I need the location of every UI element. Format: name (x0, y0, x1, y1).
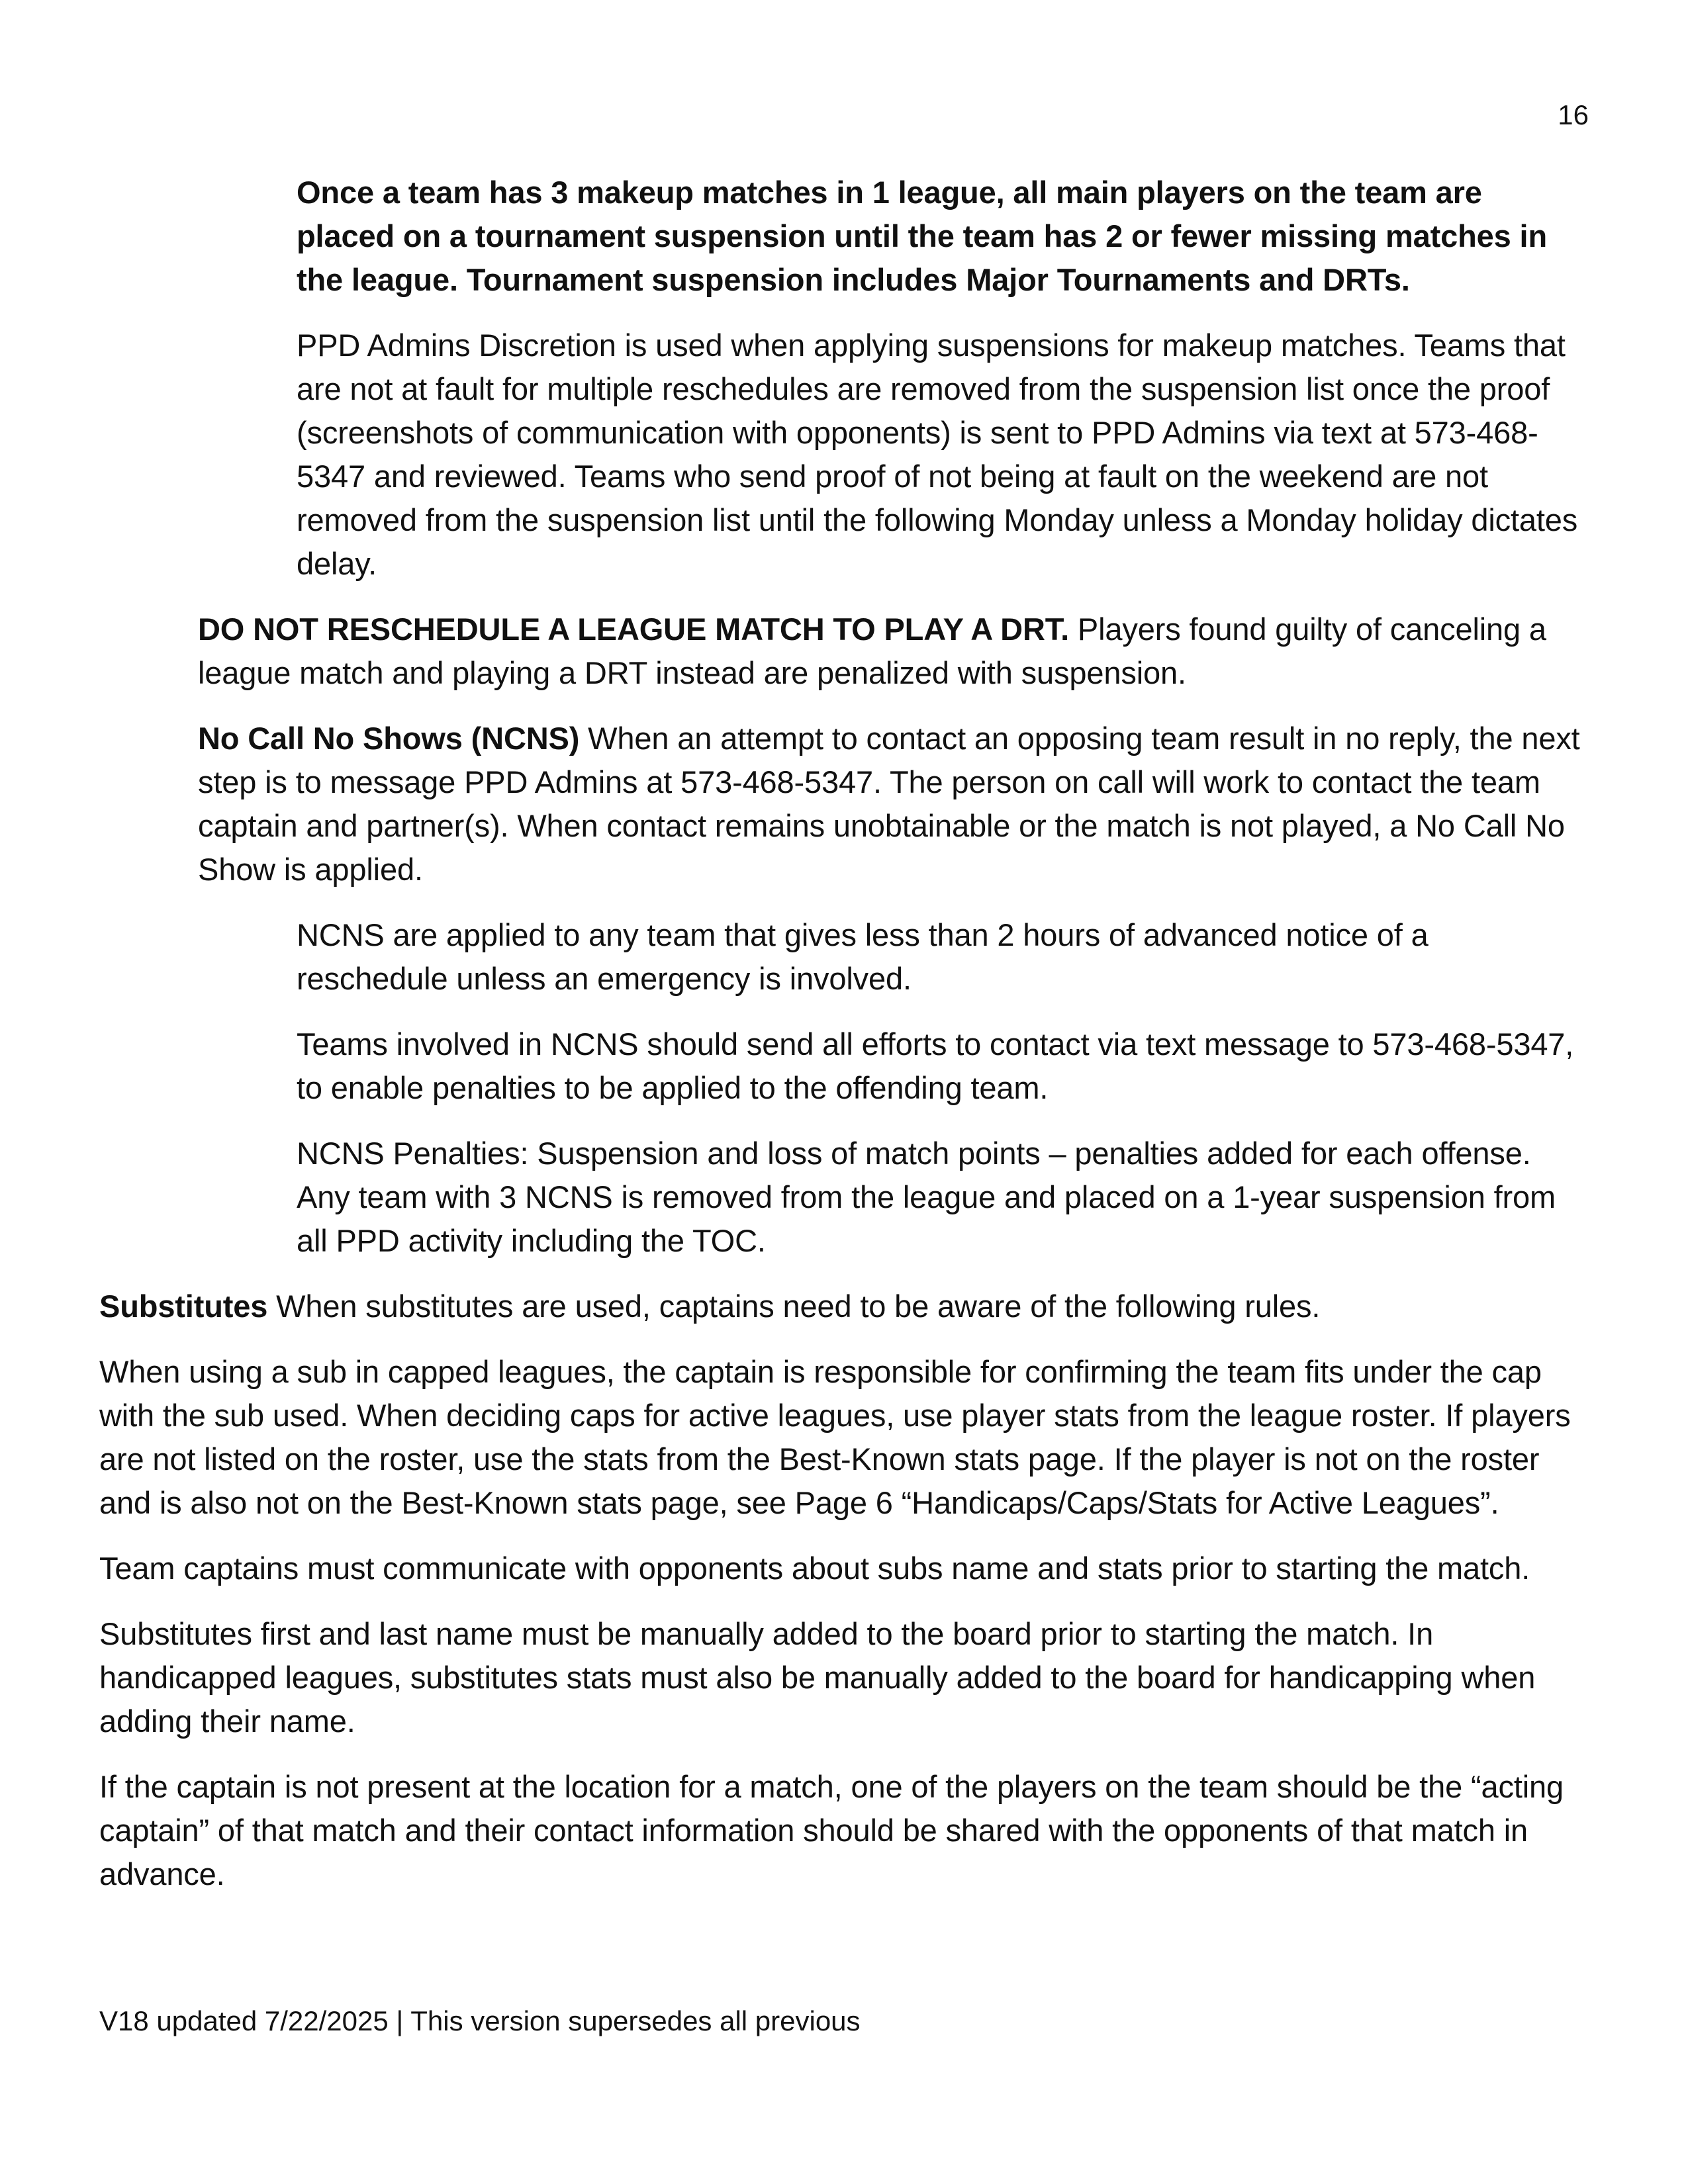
drt-rule-heading: DO NOT RESCHEDULE A LEAGUE MATCH TO PLAY A DRT. (198, 612, 1069, 647)
substitutes-intro-text: When substitutes are used, captains need to be aware of the following rules. (267, 1289, 1321, 1324)
makeup-suspension-rule: Once a team has 3 makeup matches in 1 league, all main players on the team are placed on a tournament suspension until the team has 2 or fewer missing matches in the league. Tournament suspension includes Major Tournaments and DRTs. (297, 175, 1548, 297)
document-body (99, 171, 1585, 1896)
drt-rule-text: Players found guilty of canceling a league match and playing a DRT instead are penalized with suspension. (198, 612, 1546, 690)
acting-captain-rule: If the captain is not present at the location for a match, one of the players on the team should be the “acting captain” of that match and their contact information should be shared with the opponents of that match in advance. (99, 1769, 1564, 1891)
captain-communication-rule: Team captains must communicate with opponents about subs name and stats prior to starting the match. (99, 1551, 1530, 1586)
drt-reschedule-rule (198, 608, 1585, 695)
page-number: 16 (1558, 99, 1589, 130)
ncns-text: When an attempt to contact an opposing team result in no reply, the next step is to message PPD Admins at 573-468-5347. The person on call will work to contact the team captain and partner(s). When contact remains unobtainable or the match is not played, a No Call No Show is applied. (198, 721, 1580, 887)
sub-name-board-rule: Substitutes first and last name must be manually added to the board prior to starting the match. In handicapped leagues, substitutes stats must also be manually added to the board for handicapping when adding their name. (99, 1616, 1536, 1739)
substitutes-paragraph (99, 1285, 1585, 1328)
ncns-paragraph (198, 717, 1585, 891)
version-footer: V18 updated 7/22/2025 | This version supersedes all previous (99, 2005, 861, 2036)
ncns-contact-rule: Teams involved in NCNS should send all efforts to contact via text message to 573-468-5347, to enable penalties to be applied to the offending team. (297, 1026, 1574, 1105)
ncns-heading: No Call No Shows (NCNS) (198, 721, 580, 756)
substitutes-heading: Substitutes (99, 1289, 268, 1324)
capped-leagues-sub-rule: When using a sub in capped leagues, the captain is responsible for confirming the team fits under the cap with the sub used. When deciding caps for active leagues, use player stats from the league roster. If players are not listed on the roster, use the stats from the Best-Known stats page. If the player is not on the roster and is also not on the Best-Known stats page, see Page 6 “Handicaps/Caps/Stats for Active Leagues”. (99, 1354, 1571, 1520)
ncns-penalties: NCNS Penalties: Suspension and loss of match points – penalties added for each offense. Any team with 3 NCNS is removed from the league and placed on a 1-year suspension from all PPD activity including the TOC. (297, 1136, 1556, 1258)
admin-discretion-paragraph: PPD Admins Discretion is used when applying suspensions for makeup matches. Teams that are not at fault for multiple reschedules are removed from the suspension list once the proof (screenshots of communication with opponents) is sent to PPD Admins via text at 573-468-5347 and reviewed. Teams who send proof of not being at fault on the weekend are not removed from the suspension list until the following Monday unless a Monday holiday dictates delay. (297, 328, 1578, 581)
ncns-notice-rule: NCNS are applied to any team that gives less than 2 hours of advanced notice of a reschedule unless an emergency is involved. (297, 917, 1429, 996)
